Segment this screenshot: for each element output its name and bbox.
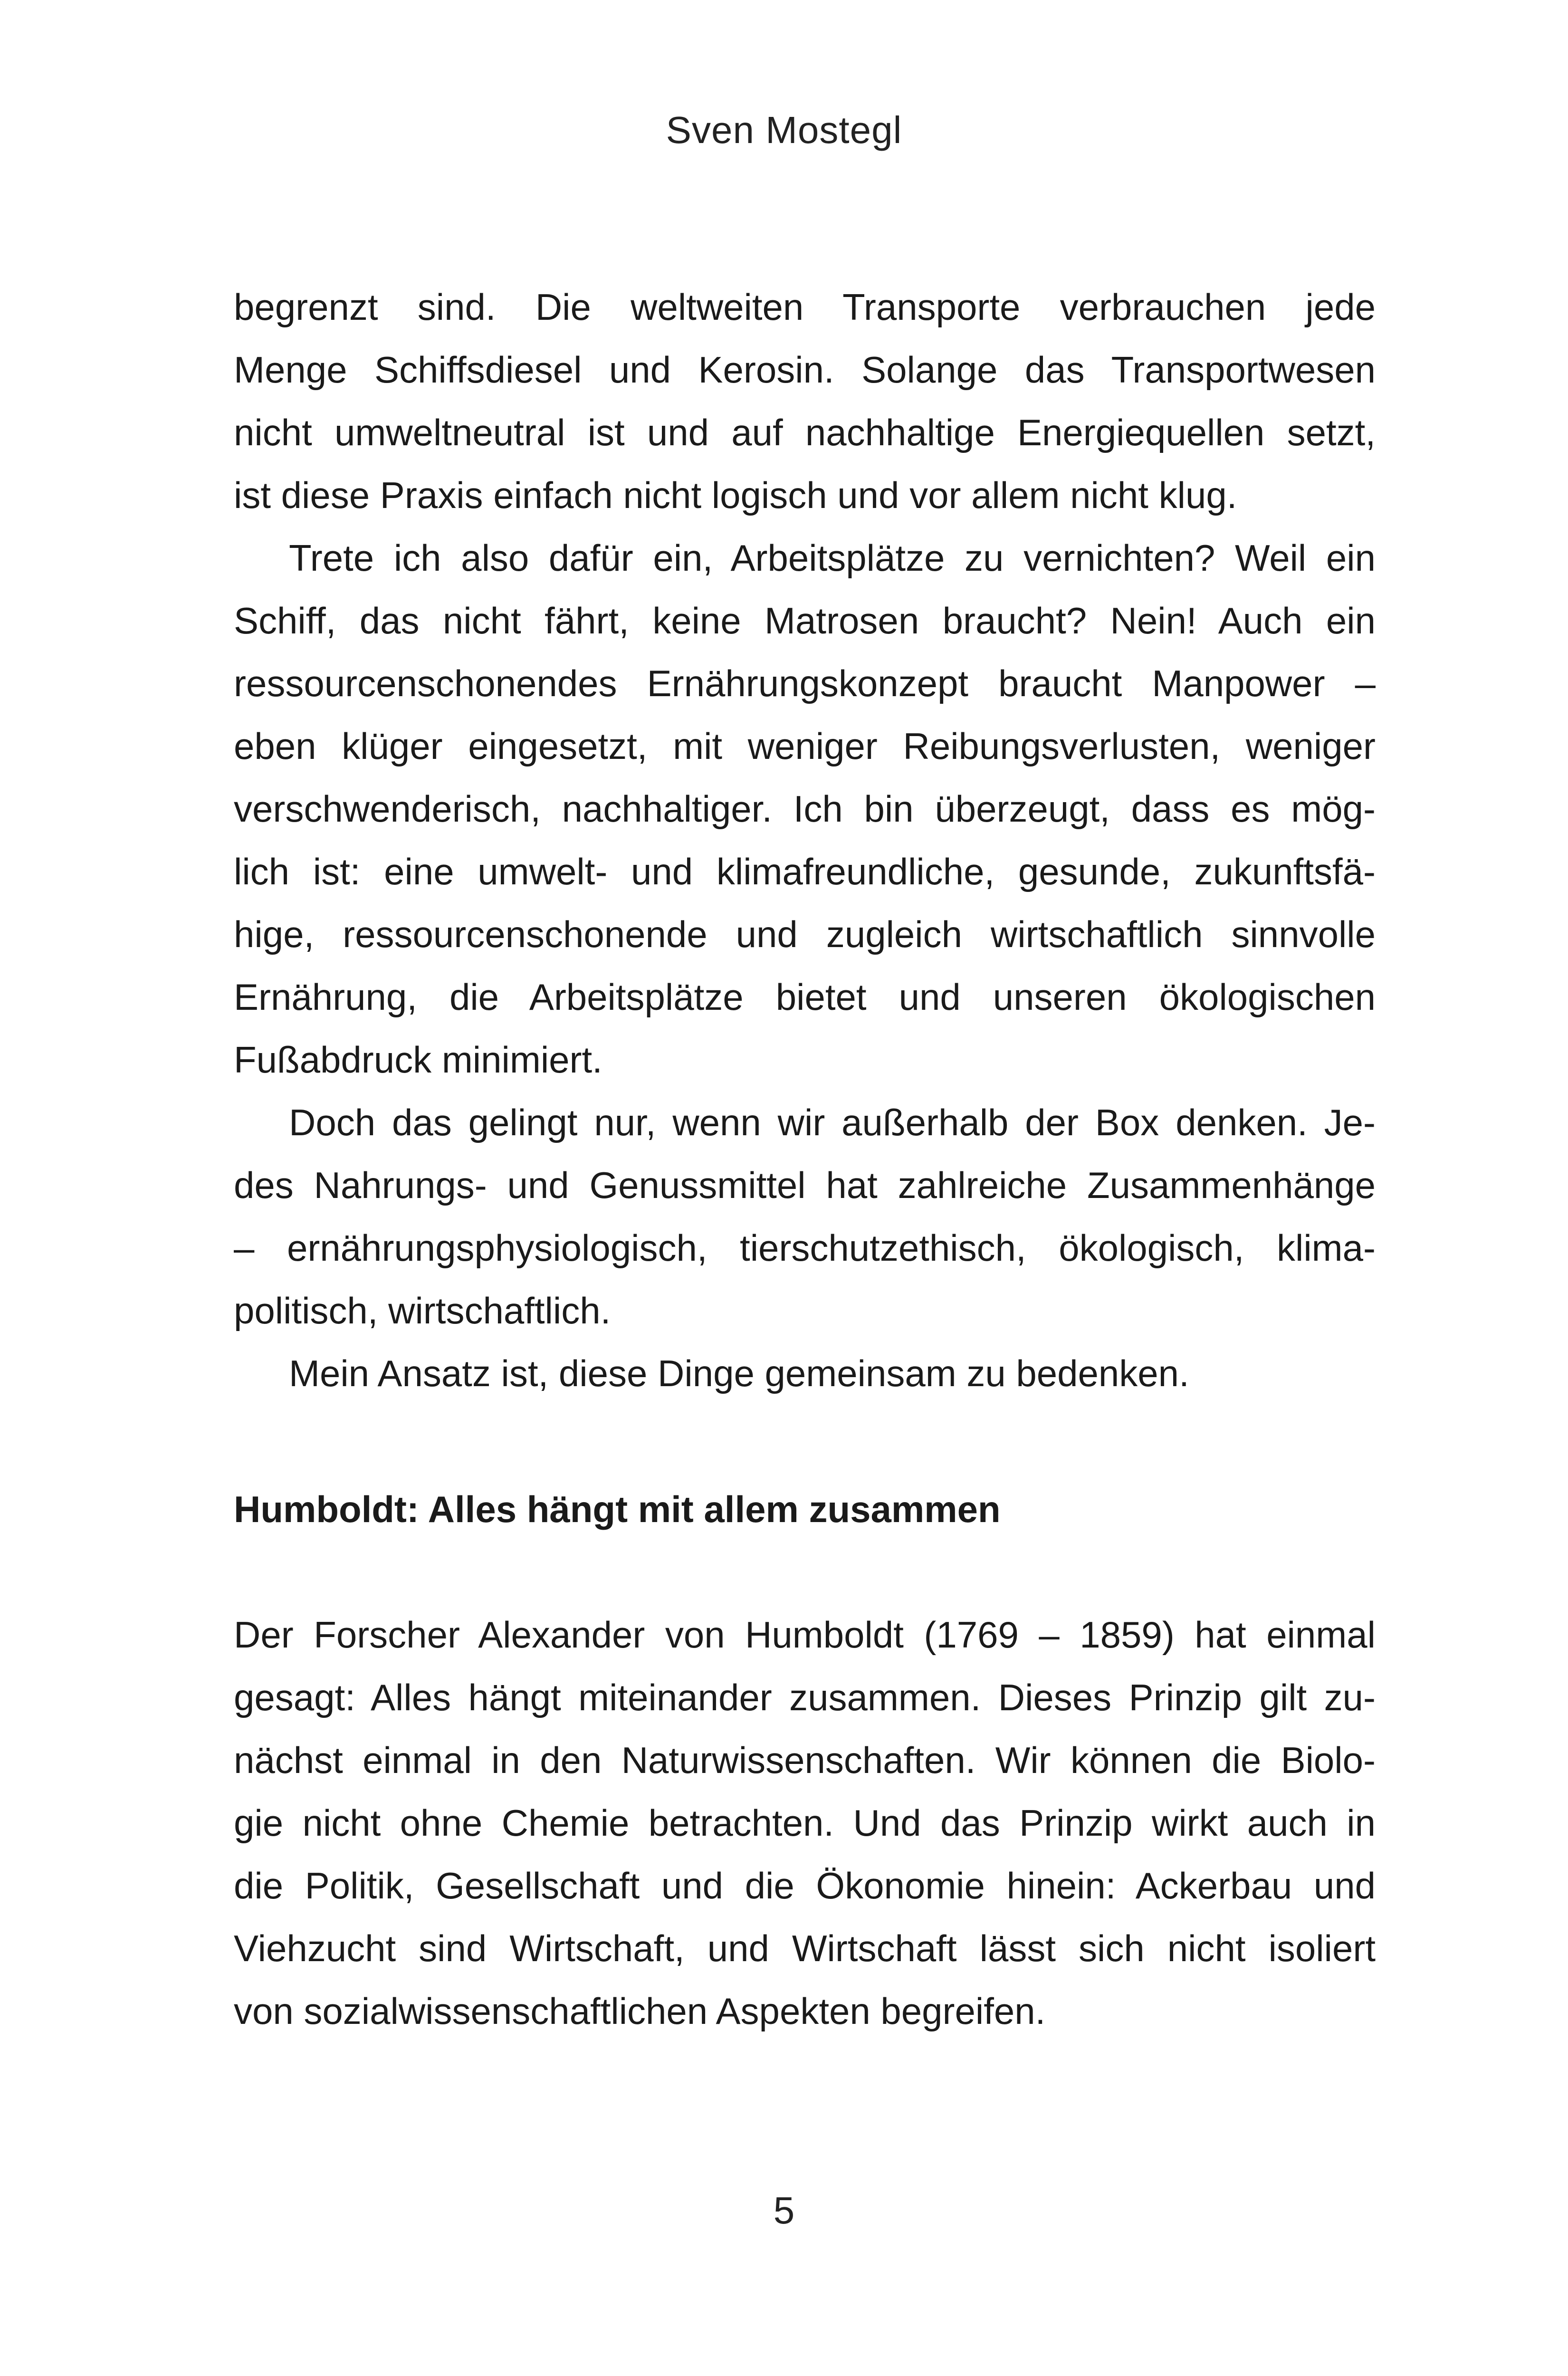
text-line: des Nahrungs- und Genussmittel hat zahlreiche Zusammenhänge: [234, 1164, 1376, 1206]
text-line: Viehzucht sind Wirtschaft, und Wirtschaft lässt sich nicht isoliert: [234, 1927, 1376, 1969]
section-heading: Humboldt: Alles hängt mit allem zusammen: [234, 1488, 1001, 1530]
text-line: Der Forscher Alexander von Humboldt (1769 – 1859) hat einmal: [234, 1614, 1376, 1656]
page-number: 5: [773, 2189, 795, 2232]
text-line: die Politik, Gesellschaft und die Ökonomie hinein: Ackerbau und: [234, 1865, 1376, 1907]
text-line: eben klüger eingesetzt, mit weniger Reibungsverlusten, weniger: [234, 725, 1376, 767]
text-line: politisch, wirtschaftlich.: [234, 1290, 611, 1332]
text-line: hige, ressourcenschonende und zugleich wirtschaftlich sinnvolle: [234, 913, 1376, 955]
text-line: Trete ich also dafür ein, Arbeitsplätze zu vernichten? Weil ein: [289, 537, 1376, 579]
text-line: nächst einmal in den Naturwissenschaften. Wir können die Biolo-: [234, 1739, 1376, 1781]
text-line: nicht umweltneutral ist und auf nachhaltige Energiequellen setzt,: [234, 412, 1376, 453]
text-line: verschwenderisch, nachhaltiger. Ich bin überzeugt, dass es mög-: [234, 788, 1376, 830]
text-line: lich ist: eine umwelt- und klimafreundliche, gesunde, zukunftsfä-: [234, 851, 1376, 892]
text-line: gesagt: Alles hängt miteinander zusammen. Dieses Prinzip gilt zu-: [234, 1677, 1376, 1718]
text-line: Fußabdruck minimiert.: [234, 1039, 602, 1081]
text-line: Menge Schiffsdiesel und Kerosin. Solange das Transportwesen: [234, 349, 1376, 391]
text-line: Schiff, das nicht fährt, keine Matrosen braucht? Nein! Auch ein: [234, 600, 1376, 642]
text-line: ist diese Praxis einfach nicht logisch und vor allem nicht klug.: [234, 474, 1237, 516]
text-line: ressourcenschonendes Ernährungskonzept braucht Manpower –: [234, 662, 1376, 704]
text-line: von sozialwissenschaftlichen Aspekten begreifen.: [234, 1990, 1046, 2032]
text-line: gie nicht ohne Chemie betrachten. Und das Prinzip wirkt auch in: [234, 1802, 1376, 1844]
running-head: Sven Mostegl: [666, 109, 902, 151]
text-line: Doch das gelingt nur, wenn wir außerhalb der Box denken. Je-: [289, 1102, 1376, 1143]
text-line: Ernährung, die Arbeitsplätze bietet und unseren ökologischen: [234, 976, 1376, 1018]
text-line: – ernährungsphysiologisch, tierschutzethisch, ökologisch, klima-: [234, 1227, 1376, 1269]
text-line: Mein Ansatz ist, diese Dinge gemeinsam zu bedenken.: [289, 1352, 1189, 1394]
text-line: begrenzt sind. Die weltweiten Transporte verbrauchen jede: [234, 286, 1376, 328]
